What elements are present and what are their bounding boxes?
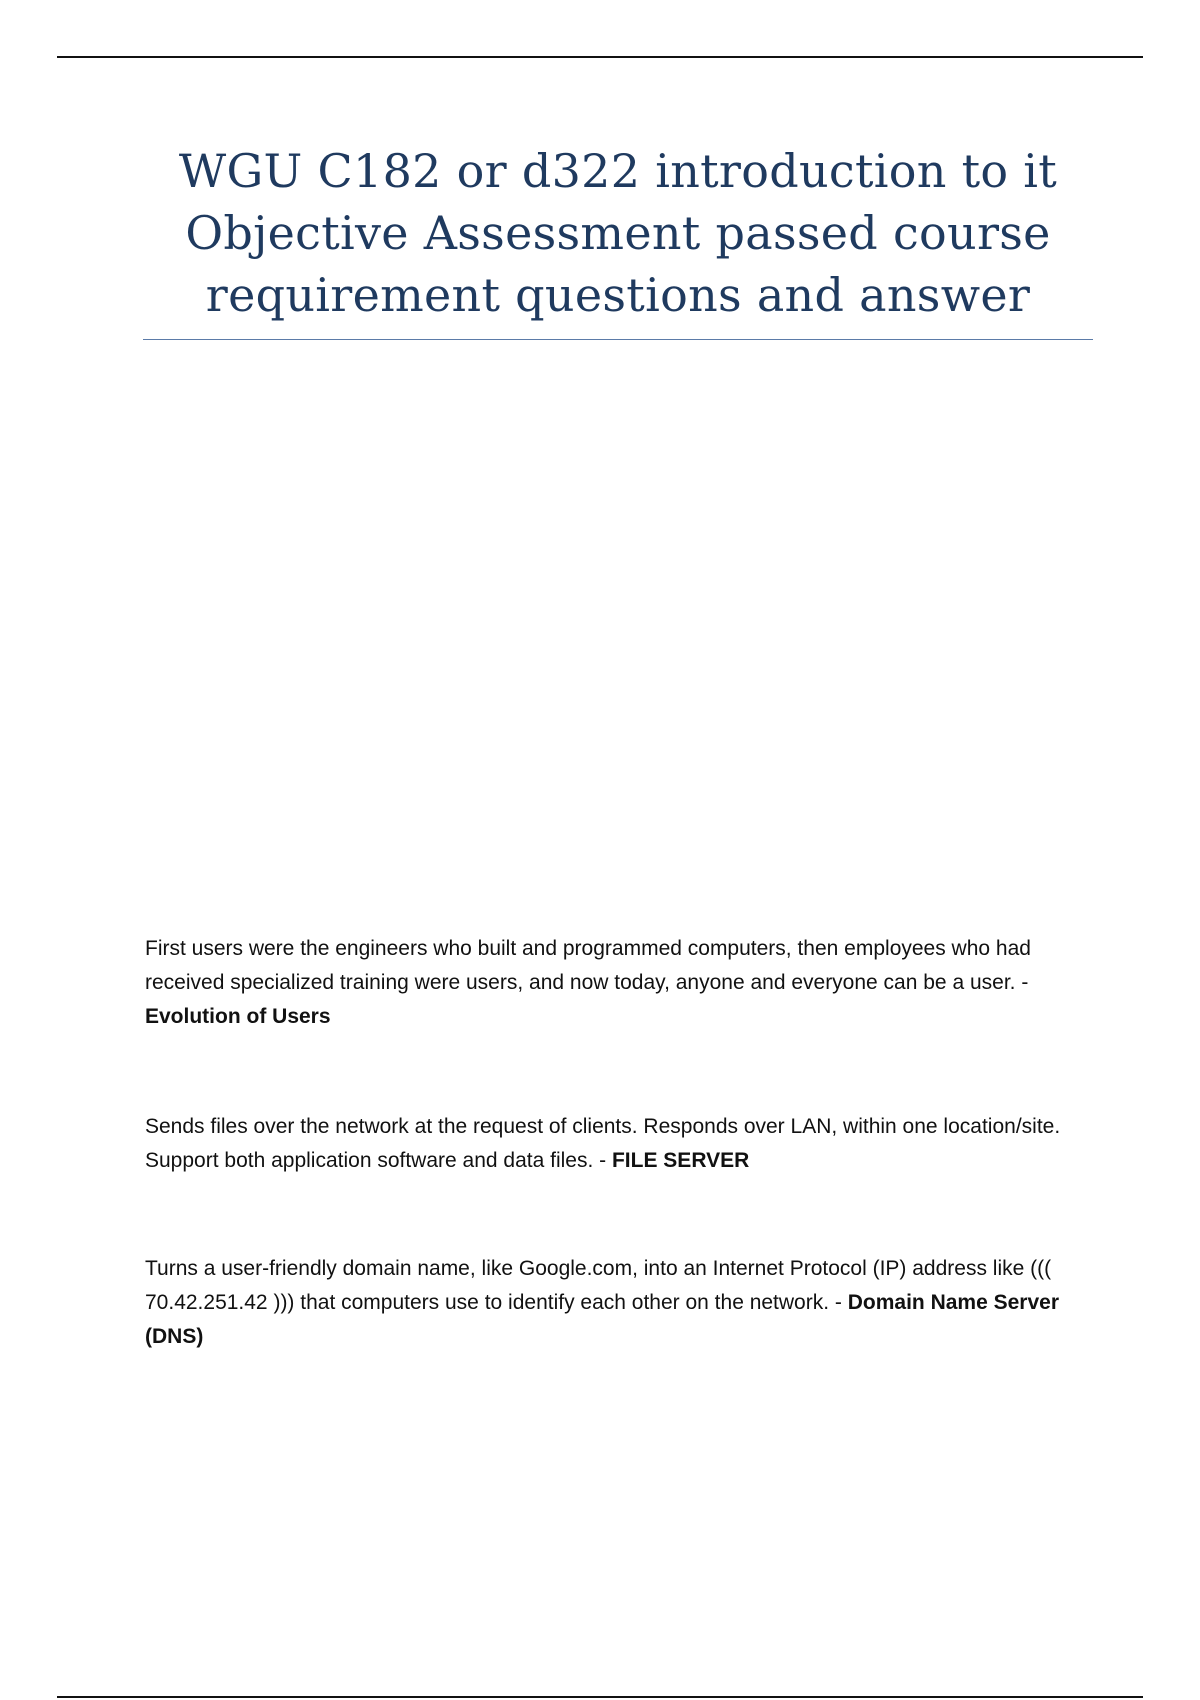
card-answer: FILE SERVER [611, 1149, 750, 1172]
card-answer: Domain Name Server (DNS) [145, 1291, 1060, 1348]
flashcard [145, 1252, 1090, 1354]
document-title: WGU C182 or d322 introduction to it Objective Assessment passed course requirement questions and answer [178, 144, 1058, 322]
flashcard [145, 1110, 1090, 1178]
card-question: First users were the engineers who built and programmed computers, then employees who had received specialized training were users, and now today, anyone and everyone can be a user. - [145, 937, 1031, 994]
title-block [143, 140, 1093, 326]
card-question: Sends files over the network at the request of clients. Responds over LAN, within one location/site. Support both application software and data files. - [145, 1115, 1061, 1172]
page-bottom-rule [57, 1696, 1143, 1698]
page-top-rule [57, 56, 1143, 58]
flashcard [145, 932, 1090, 1034]
card-question: Turns a user-friendly domain name, like Google.com, into an Internet Protocol (IP) address like ((( 70.42.251.42 ))) that computers use to identify each other on the network. - [145, 1257, 1052, 1314]
title-underline [143, 339, 1093, 340]
card-answer: Evolution of Users [145, 1005, 331, 1028]
